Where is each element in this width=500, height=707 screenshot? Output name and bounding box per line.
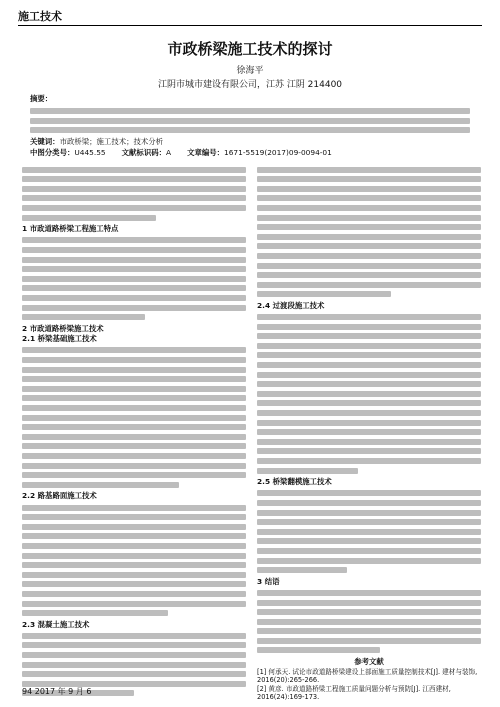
section-heading: 3 结语 (257, 576, 280, 586)
text-line (22, 367, 246, 373)
article-number-label: 文章编号： (187, 148, 225, 157)
text-line (257, 448, 481, 454)
text-line (257, 205, 481, 211)
text-line (22, 285, 246, 291)
text-line (257, 343, 481, 349)
text-line (257, 324, 481, 330)
reference-item: [1] 何承天. 试论市政道路桥梁建设上部面施工质量控制技术[J]. 建材与装饰, 2016(20):265-266. (257, 667, 478, 685)
text-line (257, 410, 481, 416)
text-line (257, 490, 481, 496)
text-line (22, 434, 246, 440)
subsection-heading: 2.3 混凝土施工技术 (22, 619, 90, 629)
abstract-line (30, 108, 470, 114)
text-line (257, 519, 481, 525)
text-line (257, 352, 481, 358)
abstract-label: 摘要： (30, 94, 53, 103)
subsection-heading: 2.5 桥梁翻模施工技术 (257, 477, 332, 487)
text-line (22, 424, 246, 430)
text-line (22, 472, 246, 478)
text-line (22, 167, 246, 173)
text-line (22, 642, 246, 648)
text-line (22, 591, 246, 597)
text-line (257, 567, 347, 573)
text-line (257, 439, 481, 445)
text-line (257, 638, 481, 644)
text-line (257, 628, 481, 634)
section-heading: 1 市政道路桥梁工程施工特点 (22, 224, 119, 234)
text-line (257, 372, 481, 378)
text-line (257, 590, 481, 596)
text-line (22, 386, 246, 392)
text-line (257, 195, 481, 201)
text-line (22, 662, 246, 668)
text-line (257, 558, 481, 564)
text-line (22, 505, 246, 511)
text-line (22, 314, 145, 320)
text-line (22, 347, 246, 353)
text-line (22, 305, 246, 311)
text-line (257, 420, 481, 426)
subsection-heading: 2.2 路基路面施工技术 (22, 491, 97, 501)
text-line (257, 400, 481, 406)
text-line (22, 237, 246, 243)
text-line (257, 538, 481, 544)
text-line (257, 186, 481, 192)
text-line (257, 167, 481, 173)
text-line (22, 633, 246, 639)
text-line (257, 282, 481, 288)
text-line (22, 186, 246, 192)
section-header: 施工技术 (18, 10, 62, 23)
abstract-line (30, 118, 470, 124)
text-line (257, 500, 481, 506)
right-column (257, 163, 481, 702)
text-line (22, 562, 246, 568)
text-line (22, 405, 246, 411)
doc-code-value: A (166, 148, 172, 157)
text-line (257, 314, 481, 320)
subsection-heading: 2.4 过渡段施工技术 (257, 300, 325, 310)
author: 徐海平 (236, 66, 264, 76)
left-column (22, 163, 246, 700)
text-line (22, 601, 246, 607)
text-line (257, 333, 481, 339)
text-line (257, 381, 481, 387)
reference-item: [2] 黄彦. 市政道路桥梁工程施工质量问题分析与预防[J]. 江西建材, 2016(24):169-173. (257, 684, 451, 702)
doc-code-label: 文献标识码： (121, 148, 166, 157)
text-line (257, 529, 481, 535)
text-line (22, 572, 246, 578)
header-rule (18, 25, 482, 26)
affiliation: 江阴市城市建设有限公司，江苏 江阴 214400 (157, 80, 343, 90)
text-line (22, 553, 246, 559)
text-line (257, 468, 358, 474)
text-line (22, 543, 246, 549)
text-line (22, 357, 246, 363)
text-line (257, 215, 481, 221)
text-line (257, 619, 481, 625)
text-line (22, 415, 246, 421)
text-line (257, 362, 481, 368)
text-line (22, 205, 246, 211)
text-line (22, 257, 246, 263)
clc-value: U445.55 (74, 148, 106, 157)
text-line (22, 533, 246, 539)
text-line (257, 510, 481, 516)
text-line (257, 253, 481, 259)
text-line (257, 176, 481, 182)
abstract (30, 94, 470, 147)
article-metadata (30, 147, 470, 158)
text-line (257, 458, 481, 464)
text-line (22, 215, 156, 221)
text-line (257, 609, 481, 615)
text-line (22, 376, 246, 382)
text-line (257, 263, 481, 269)
section-heading: 2 市政道路桥梁施工技术 (22, 323, 104, 333)
text-line (257, 224, 481, 230)
text-line (22, 176, 246, 182)
subsection-heading: 2.1 桥梁基础施工技术 (22, 334, 97, 344)
text-line (257, 391, 481, 397)
clc-label: 中图分类号： (30, 148, 75, 157)
text-line (22, 295, 246, 301)
text-line (22, 581, 246, 587)
page-footer: 94 2017 年 9 月 6 (22, 687, 92, 696)
text-line (22, 266, 246, 272)
text-line (22, 247, 246, 253)
text-line (22, 395, 246, 401)
text-line (257, 243, 481, 249)
keywords-label: 关键词： (30, 136, 60, 146)
text-line (257, 548, 481, 554)
text-line (22, 482, 179, 488)
keywords-value: 市政桥梁；施工技术；技术分析 (59, 136, 164, 146)
text-line (22, 514, 246, 520)
article-number-value: 1671-5519(2017)09-0094-01 (224, 148, 332, 157)
article-title: 市政桥梁施工技术的探讨 (167, 40, 333, 58)
text-line (22, 610, 168, 616)
text-line (257, 647, 380, 653)
text-line (22, 443, 246, 449)
text-line (257, 234, 481, 240)
text-line (22, 652, 246, 658)
text-line (22, 671, 246, 677)
abstract-line (30, 127, 470, 133)
text-line (257, 429, 481, 435)
text-line (22, 524, 246, 530)
text-line (22, 463, 246, 469)
references-heading: 参考文献 (354, 657, 384, 667)
text-line (22, 195, 246, 201)
text-line (22, 453, 246, 459)
text-line (257, 272, 481, 278)
text-line (22, 276, 246, 282)
text-line (257, 600, 481, 606)
text-line (257, 291, 391, 297)
